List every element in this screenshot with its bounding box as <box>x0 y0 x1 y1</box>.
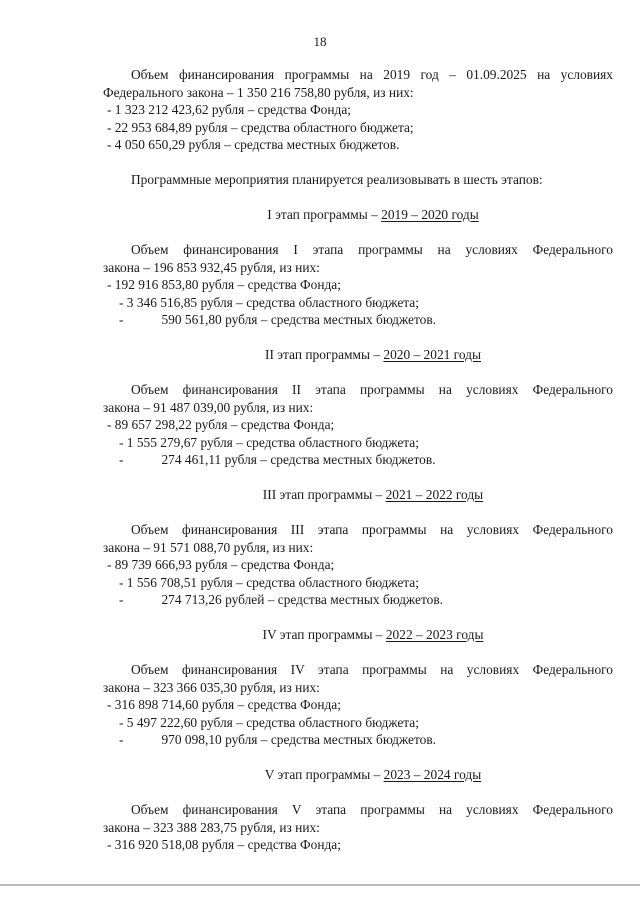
stage-4-heading-years: 2022 – 2023 годы <box>385 627 484 642</box>
stage-4-fund: - 316 898 714,60 рубля – средства Фонда; <box>107 697 341 712</box>
stage-2-fund: - 89 657 298,22 рубля – средства Фонда; <box>107 417 335 432</box>
stage-5-heading-prefix: V этап программы – <box>264 767 384 782</box>
stage-3-heading-prefix: III этап программы – <box>262 487 386 502</box>
stage-1-line-1: Объем финансирования I этапа программы на условиях Федерального <box>131 242 613 257</box>
stage-2-local-dash: - <box>119 452 124 467</box>
stage-2-regional: - 1 555 279,67 рубля – средства областного бюджета; <box>119 434 419 450</box>
stage-3-heading <box>103 486 613 504</box>
stage-1-local <box>103 311 613 329</box>
stage-2-local <box>103 451 613 469</box>
stage-1-regional: - 3 346 516,85 рубля – средства областного бюджета; <box>119 294 419 310</box>
stage-1-heading-prefix: I этап программы – <box>267 207 382 222</box>
stage-5-heading <box>103 766 613 784</box>
stage-4-heading <box>103 626 613 644</box>
stage-3-regional: - 1 556 708,51 рубля – средства областного бюджета; <box>119 574 419 590</box>
stage-1-fund: - 192 916 853,80 рубля – средства Фонда; <box>107 277 341 292</box>
stage-2-line-1: Объем финансирования II этапа программы на условиях Федерального <box>131 382 613 397</box>
page-bottom-edge <box>0 884 640 886</box>
stage-1-line-2: закона – 196 853 932,45 рубля, из них: <box>103 259 320 275</box>
stage-3-line-1: Объем финансирования III этапа программы на условиях Федерального <box>131 522 613 537</box>
stage-1-heading <box>103 206 613 224</box>
stage-5-heading-years: 2023 – 2024 годы <box>383 767 482 782</box>
stage-4-line-1: Объем финансирования IV этапа программы на условиях Федерального <box>131 662 613 677</box>
stage-2-heading-prefix: II этап программы – <box>265 347 384 362</box>
stage-5-fund: - 316 920 518,08 рубля – средства Фонда; <box>107 837 341 852</box>
stage-4-local-dash: - <box>119 732 124 747</box>
stage-4-line-2: закона – 323 366 035,30 рубля, из них: <box>103 679 320 695</box>
intro-fund-item: - 1 323 212 423,62 рубля – средства Фонда; <box>107 102 352 117</box>
stage-5-line-2: закона – 323 388 283,75 рубля, из них: <box>103 819 320 835</box>
intro-regional-item: - 22 953 684,89 рубля – средства областного бюджета; <box>107 119 414 135</box>
stage-4-heading-prefix: IV этап программы – <box>262 627 386 642</box>
stage-4-local <box>103 731 613 749</box>
stage-5-line-1: Объем финансирования V этапа программы на условиях Федерального <box>131 802 613 817</box>
stage-4-regional: - 5 497 222,60 рубля – средства областного бюджета; <box>119 714 419 730</box>
body-text <box>103 66 613 854</box>
stage-4-local-amount: 970 098,10 рубля – средства местных бюджетов. <box>161 732 437 747</box>
intro-line-1: Объем финансирования программы на 2019 год – 01.09.2025 на условиях <box>131 67 613 82</box>
stage-1-local-dash: - <box>119 312 124 327</box>
stage-2-heading <box>103 346 613 364</box>
stage-3-heading-years: 2021 – 2022 годы <box>385 487 484 502</box>
stage-3-local <box>103 591 613 609</box>
stage-1-local-amount: 590 561,80 рубля – средства местных бюджетов. <box>161 312 437 327</box>
stage-3-local-dash: - <box>119 592 124 607</box>
plan-sentence: Программные мероприятия планируется реализовывать в шесть этапов: <box>131 172 543 187</box>
stage-3-line-2: закона – 91 571 088,70 рубля, из них: <box>103 539 314 555</box>
stage-2-local-amount: 274 461,11 рубля – средства местных бюджетов. <box>161 452 436 467</box>
intro-line-2: Федерального закона – 1 350 216 758,80 рубля, из них: <box>103 84 414 100</box>
stage-2-heading-years: 2020 – 2021 годы <box>383 347 481 362</box>
stage-3-fund: - 89 739 666,93 рубля – средства Фонда; <box>107 557 335 572</box>
page-number: 18 <box>313 34 327 49</box>
stage-1-heading-years: 2019 – 2020 годы <box>381 207 479 222</box>
stage-3-local-amount: 274 713,26 рублей – средства местных бюджетов. <box>161 592 443 607</box>
stage-2-line-2: закона – 91 487 039,00 рубля, из них: <box>103 399 314 415</box>
intro-local-item: - 4 050 650,29 рубля – средства местных бюджетов. <box>107 137 400 152</box>
